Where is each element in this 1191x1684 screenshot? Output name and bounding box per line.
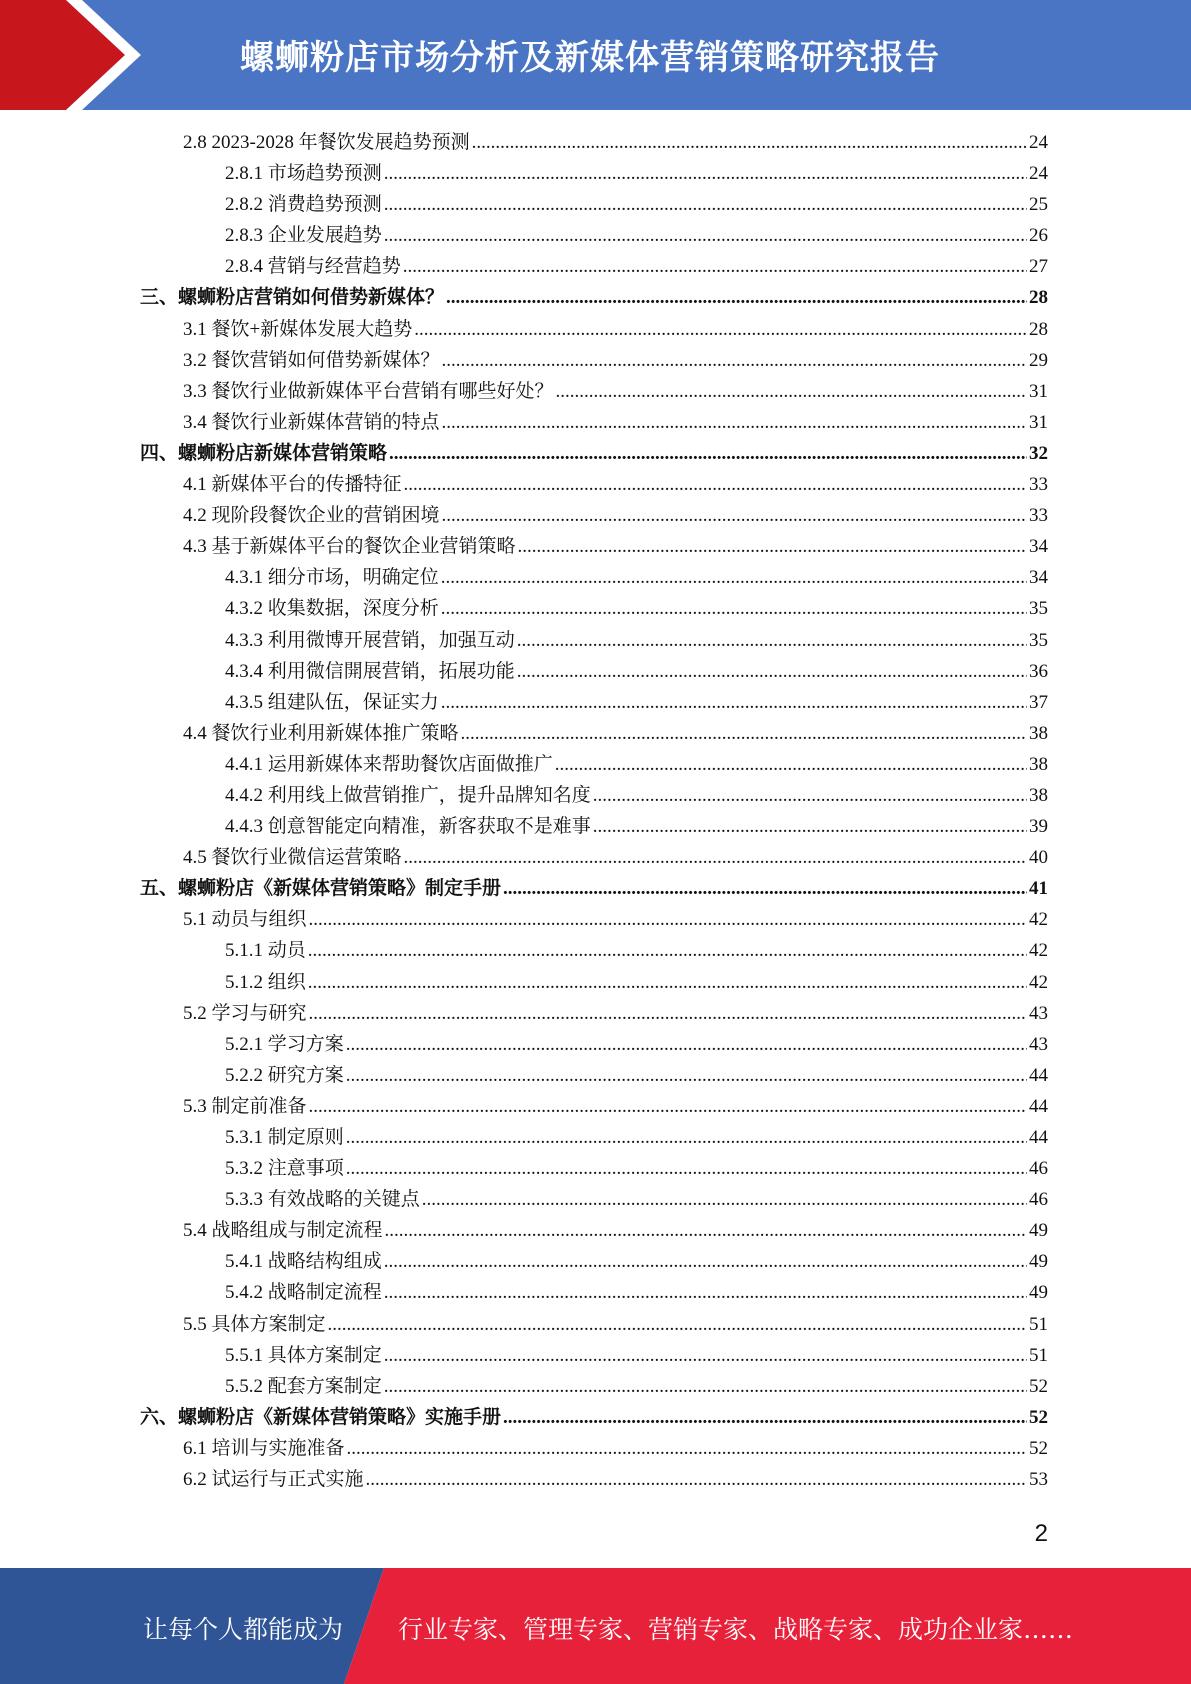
toc-entry-page: 32 [1029,442,1048,464]
toc-entry-label: 3.4 餐饮行业新媒体营销的特点 [183,411,440,433]
toc-entry-page: 26 [1029,225,1048,247]
toc-entry-page: 42 [1029,940,1048,962]
toc-entry-label: 4.4.3 创意智能定向精准，新客获取不是难事 [225,816,591,838]
toc-entry-page: 41 [1029,878,1048,900]
toc-dot-leader [441,593,1027,624]
toc-entry-page: 31 [1029,380,1048,402]
toc-entry-label: 5.5.2 配套方案制定 [225,1375,382,1397]
toc-entry[interactable] [140,1402,1048,1433]
toc-entry-page: 46 [1029,1189,1048,1211]
toc-dot-leader [308,935,1027,966]
toc-entry[interactable] [140,718,1048,749]
toc-entry-label: 4.4 餐饮行业利用新媒体推广策略 [183,722,459,744]
toc-entry-label: 5.4 战略组成与制定流程 [183,1220,383,1242]
toc-entry[interactable] [140,780,1048,811]
toc-entry-page: 43 [1029,1033,1048,1055]
toc-dot-leader [384,1371,1027,1402]
toc-dot-leader [384,1277,1027,1308]
toc-entry-page: 35 [1029,598,1048,620]
toc-entry-label: 6.1 培训与实施准备 [183,1437,345,1459]
toc-entry-label: 5.1 动员与组织 [183,909,307,931]
toc-entry[interactable] [140,1340,1048,1371]
toc-entry-label: 5.2.2 研究方案 [225,1064,344,1086]
toc-entry-label: 5.1.2 组织 [225,971,306,993]
toc-entry-page: 53 [1029,1469,1048,1491]
toc-dot-leader [346,1029,1027,1060]
toc-entry-label: 四、螺蛳粉店新媒体营销策略 [140,442,388,464]
toc-entry-page: 51 [1029,1344,1048,1366]
document-title: 螺蛳粉店市场分析及新媒体营销策略研究报告 [240,38,940,78]
toc-entry-page: 28 [1029,287,1048,309]
toc-entry-page: 35 [1029,629,1048,651]
toc-entry[interactable] [140,842,1048,873]
toc-entry-page: 27 [1029,256,1048,278]
toc-entry-label: 4.5 餐饮行业微信运营策略 [183,847,402,869]
toc-entry[interactable] [140,314,1048,345]
toc-entry-label: 6.2 试运行与正式实施 [183,1469,364,1491]
toc-entry[interactable] [140,562,1048,593]
toc-entry[interactable] [140,1309,1048,1340]
toc-entry-page: 44 [1029,1095,1048,1117]
toc-entry[interactable] [140,749,1048,780]
toc-entry-page: 38 [1029,784,1048,806]
toc-entry-page: 36 [1029,660,1048,682]
toc-entry-page: 34 [1029,536,1048,558]
toc-dot-leader [503,1402,1027,1433]
toc-entry-page: 43 [1029,1002,1048,1024]
toc-entry-page: 49 [1029,1251,1048,1273]
toc-entry-page: 49 [1029,1220,1048,1242]
toc-entry-label: 3.2 餐饮营销如何借势新媒体？ [183,349,440,371]
toc-entry-label: 5.4.1 战略结构组成 [225,1251,382,1273]
toc-dot-leader [441,562,1027,593]
toc-entry[interactable] [140,998,1048,1029]
toc-entry-page: 52 [1029,1406,1048,1428]
toc-entry-page: 25 [1029,194,1048,216]
toc-entry-label: 4.3.4 利用微信開展营销，拓展功能 [225,660,515,682]
toc-entry[interactable] [140,282,1048,313]
toc-dot-leader [384,189,1027,220]
toc-entry[interactable] [140,1215,1048,1246]
toc-dot-leader [518,531,1027,562]
toc-entry-label: 2.8.3 企业发展趋势 [225,225,382,247]
toc-entry-label: 3.3 餐饮行业做新媒体平台营销有哪些好处？ [183,380,554,402]
toc-dot-leader [442,345,1027,376]
toc-entry[interactable] [140,407,1048,438]
toc-dot-leader [366,1464,1027,1495]
toc-entry-page: 46 [1029,1158,1048,1180]
toc-entry-page: 51 [1029,1313,1048,1335]
toc-entry[interactable] [140,438,1048,469]
toc-entry-page: 49 [1029,1282,1048,1304]
toc-entry-label: 2.8.1 市场趋势预测 [225,163,382,185]
toc-entry-label: 5.5 具体方案制定 [183,1313,326,1335]
toc-entry[interactable] [140,1091,1048,1122]
toc-dot-leader [442,407,1027,438]
footer-slogan-right: 行业专家、管理专家、营销专家、战略专家、成功企业家…… [398,1615,1074,1644]
toc-dot-leader [309,1091,1027,1122]
toc-entry-page: 24 [1029,132,1048,153]
toc-entry[interactable] [140,469,1048,500]
toc-dot-leader [517,625,1027,656]
toc-entry-label: 六、螺蛳粉店《新媒体营销策略》实施手册 [140,1406,502,1428]
toc-entry[interactable] [140,1029,1048,1060]
toc-entry-label: 4.2 现阶段餐饮企业的营销困境 [183,505,440,527]
toc-entry-page: 44 [1029,1127,1048,1148]
toc-dot-leader [414,314,1027,345]
toc-entry[interactable] [140,625,1048,656]
toc-entry-page: 33 [1029,505,1048,527]
toc-dot-leader [555,749,1027,780]
toc-entry-page: 42 [1029,971,1048,993]
toc-entry[interactable] [140,500,1048,531]
toc-dot-leader [347,1433,1027,1464]
toc-entry-label: 4.4.2 利用线上做营销推广，提升品牌知名度 [225,784,591,806]
toc-entry[interactable] [140,1184,1048,1215]
toc-dot-leader [346,1060,1027,1091]
toc-entry[interactable] [140,1122,1048,1153]
toc-entry[interactable] [140,1464,1048,1495]
toc-dot-leader [593,780,1027,811]
toc-entry[interactable] [140,904,1048,935]
toc-entry-label: 5.3.1 制定原则 [225,1127,344,1148]
toc-dot-leader [308,967,1027,998]
toc-entry[interactable] [140,220,1048,251]
toc-dot-leader [517,656,1027,687]
toc-entry-page: 38 [1029,753,1048,775]
toc-dot-leader [346,1153,1027,1184]
toc-entry-label: 3.1 餐饮+新媒体发展大趋势 [183,318,413,340]
toc-dot-leader [442,500,1027,531]
toc-dot-leader [503,873,1027,904]
toc-dot-leader [384,158,1027,189]
toc-dot-leader [309,998,1027,1029]
toc-entry-label: 5.1.1 动员 [225,940,306,962]
toc-entry[interactable] [140,345,1048,376]
toc-entry-label: 2.8.4 营销与经营趋势 [225,256,401,278]
toc-entry[interactable] [140,158,1048,189]
toc-entry-page: 40 [1029,847,1048,869]
toc-entry-page: 31 [1029,411,1048,433]
toc-entry-label: 5.4.2 战略制定流程 [225,1282,382,1304]
toc-entry-label: 5.2.1 学习方案 [225,1033,344,1055]
toc-entry[interactable] [140,656,1048,687]
toc-dot-leader [384,1246,1027,1277]
toc-entry-label: 五、螺蛳粉店《新媒体营销策略》制定手册 [140,878,502,900]
toc-dot-leader [389,438,1027,469]
toc-entry[interactable] [140,1246,1048,1277]
toc-entry[interactable] [140,1371,1048,1402]
toc-entry-label: 4.3.3 利用微博开展营销，加强互动 [225,629,515,651]
table-of-contents [140,127,1048,1495]
toc-dot-leader [556,376,1027,407]
toc-entry[interactable] [140,1153,1048,1184]
page-number: 2 [1034,1520,1048,1547]
toc-entry[interactable] [140,189,1048,220]
toc-dot-leader [593,811,1027,842]
toc-entry-page: 34 [1029,567,1048,589]
toc-entry-label: 4.3.1 细分市场，明确定位 [225,567,439,589]
toc-entry[interactable] [140,1277,1048,1308]
toc-entry[interactable] [140,811,1048,842]
toc-entry-label: 4.3 基于新媒体平台的餐饮企业营销策略 [183,536,516,558]
toc-dot-leader [346,1122,1027,1153]
toc-dot-leader [461,718,1027,749]
toc-entry-page: 33 [1029,474,1048,496]
toc-entry-page: 52 [1029,1375,1048,1397]
toc-dot-leader [404,469,1027,500]
toc-entry[interactable] [140,1060,1048,1091]
toc-entry-label: 4.3.5 组建队伍，保证实力 [225,691,439,713]
toc-entry-page: 42 [1029,909,1048,931]
toc-entry-label: 5.2 学习与研究 [183,1002,307,1024]
toc-entry-label: 4.3.2 收集数据，深度分析 [225,598,439,620]
toc-entry-label: 4.4.1 运用新媒体来帮助餐饮店面做推广 [225,753,553,775]
header-band [0,0,1191,110]
toc-entry-page: 38 [1029,722,1048,744]
toc-entry[interactable] [140,531,1048,562]
toc-entry[interactable] [140,1433,1048,1464]
toc-entry-page: 28 [1029,318,1048,340]
toc-entry-page: 39 [1029,816,1048,838]
toc-dot-leader [441,687,1027,718]
header-arrow-graphic [0,0,160,110]
toc-dot-leader [422,1184,1027,1215]
footer-slogan-left: 让每个人都能成为 [143,1615,344,1644]
toc-entry[interactable] [140,687,1048,718]
toc-entry[interactable] [140,593,1048,624]
toc-entry-label: 5.5.1 具体方案制定 [225,1344,382,1366]
toc-dot-leader [472,127,1027,158]
toc-entry-label: 2.8 2023-2028 年餐饮发展趋势预测 [183,132,470,153]
toc-dot-leader [403,251,1027,282]
toc-dot-leader [404,842,1027,873]
toc-entry[interactable] [140,251,1048,282]
toc-entry-page: 44 [1029,1064,1048,1086]
toc-entry-page: 37 [1029,691,1048,713]
toc-entry[interactable] [140,873,1048,904]
toc-dot-leader [446,282,1027,313]
toc-dot-leader [328,1309,1027,1340]
toc-entry[interactable] [140,935,1048,966]
toc-entry-label: 5.3 制定前准备 [183,1095,307,1117]
toc-dot-leader [385,1215,1027,1246]
toc-dot-leader [384,1340,1027,1371]
toc-dot-leader [384,220,1027,251]
toc-entry[interactable] [140,967,1048,998]
toc-entry[interactable] [140,376,1048,407]
toc-entry-label: 5.3.2 注意事项 [225,1158,344,1180]
toc-entry-label: 2.8.2 消费趋势预测 [225,194,382,216]
toc-entry-page: 24 [1029,163,1048,185]
toc-entry-label: 5.3.3 有效战略的关键点 [225,1189,420,1211]
toc-entry-page: 29 [1029,349,1048,371]
toc-entry[interactable] [140,127,1048,158]
toc-entry-label: 4.1 新媒体平台的传播特征 [183,474,402,496]
toc-dot-leader [309,904,1027,935]
toc-entry-label: 三、螺蛳粉店营销如何借势新媒体？ [140,287,445,309]
toc-entry-page: 52 [1029,1437,1048,1459]
